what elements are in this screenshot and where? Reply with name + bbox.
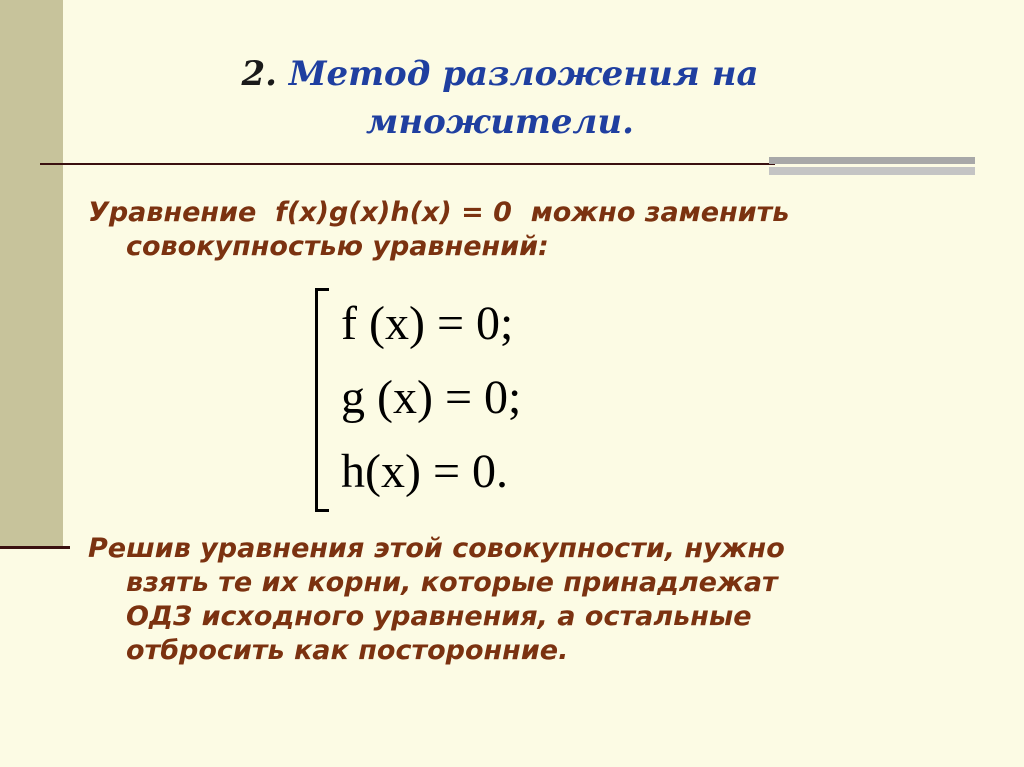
title-line-1: Метод разложения на — [288, 54, 759, 94]
equation-system — [315, 286, 575, 516]
system-bracket — [315, 288, 329, 512]
intro-line-2: совокупностью уравнений: — [126, 231, 549, 262]
left-divider-line — [0, 546, 70, 549]
gray-accent-bar-top — [769, 157, 975, 164]
intro-line-1: Уравнение f(x)g(x)h(x) = 0 можно заменить — [88, 197, 790, 228]
title-line-2: множители. — [366, 102, 634, 142]
gray-accent-bar-bottom — [769, 167, 975, 175]
title-underline — [40, 163, 775, 165]
conclusion-paragraph — [88, 532, 988, 668]
slide-title — [120, 50, 880, 146]
equation-f: f (x) = 0; — [341, 297, 514, 350]
equation-g: g (x) = 0; — [341, 371, 522, 424]
title-number: 2. — [241, 54, 277, 94]
equation-h: h(x) = 0. — [341, 445, 509, 498]
conclusion-line-3: ОДЗ исходного уравнения, а остальные — [126, 601, 752, 632]
intro-paragraph — [88, 196, 988, 264]
conclusion-line-4: отбросить как посторонние. — [126, 635, 569, 666]
conclusion-line-1: Решив уравнения этой совокупности, нужно — [88, 533, 785, 564]
left-accent-bar — [0, 0, 63, 548]
conclusion-line-2: взять те их корни, которые принадлежат — [126, 567, 778, 598]
